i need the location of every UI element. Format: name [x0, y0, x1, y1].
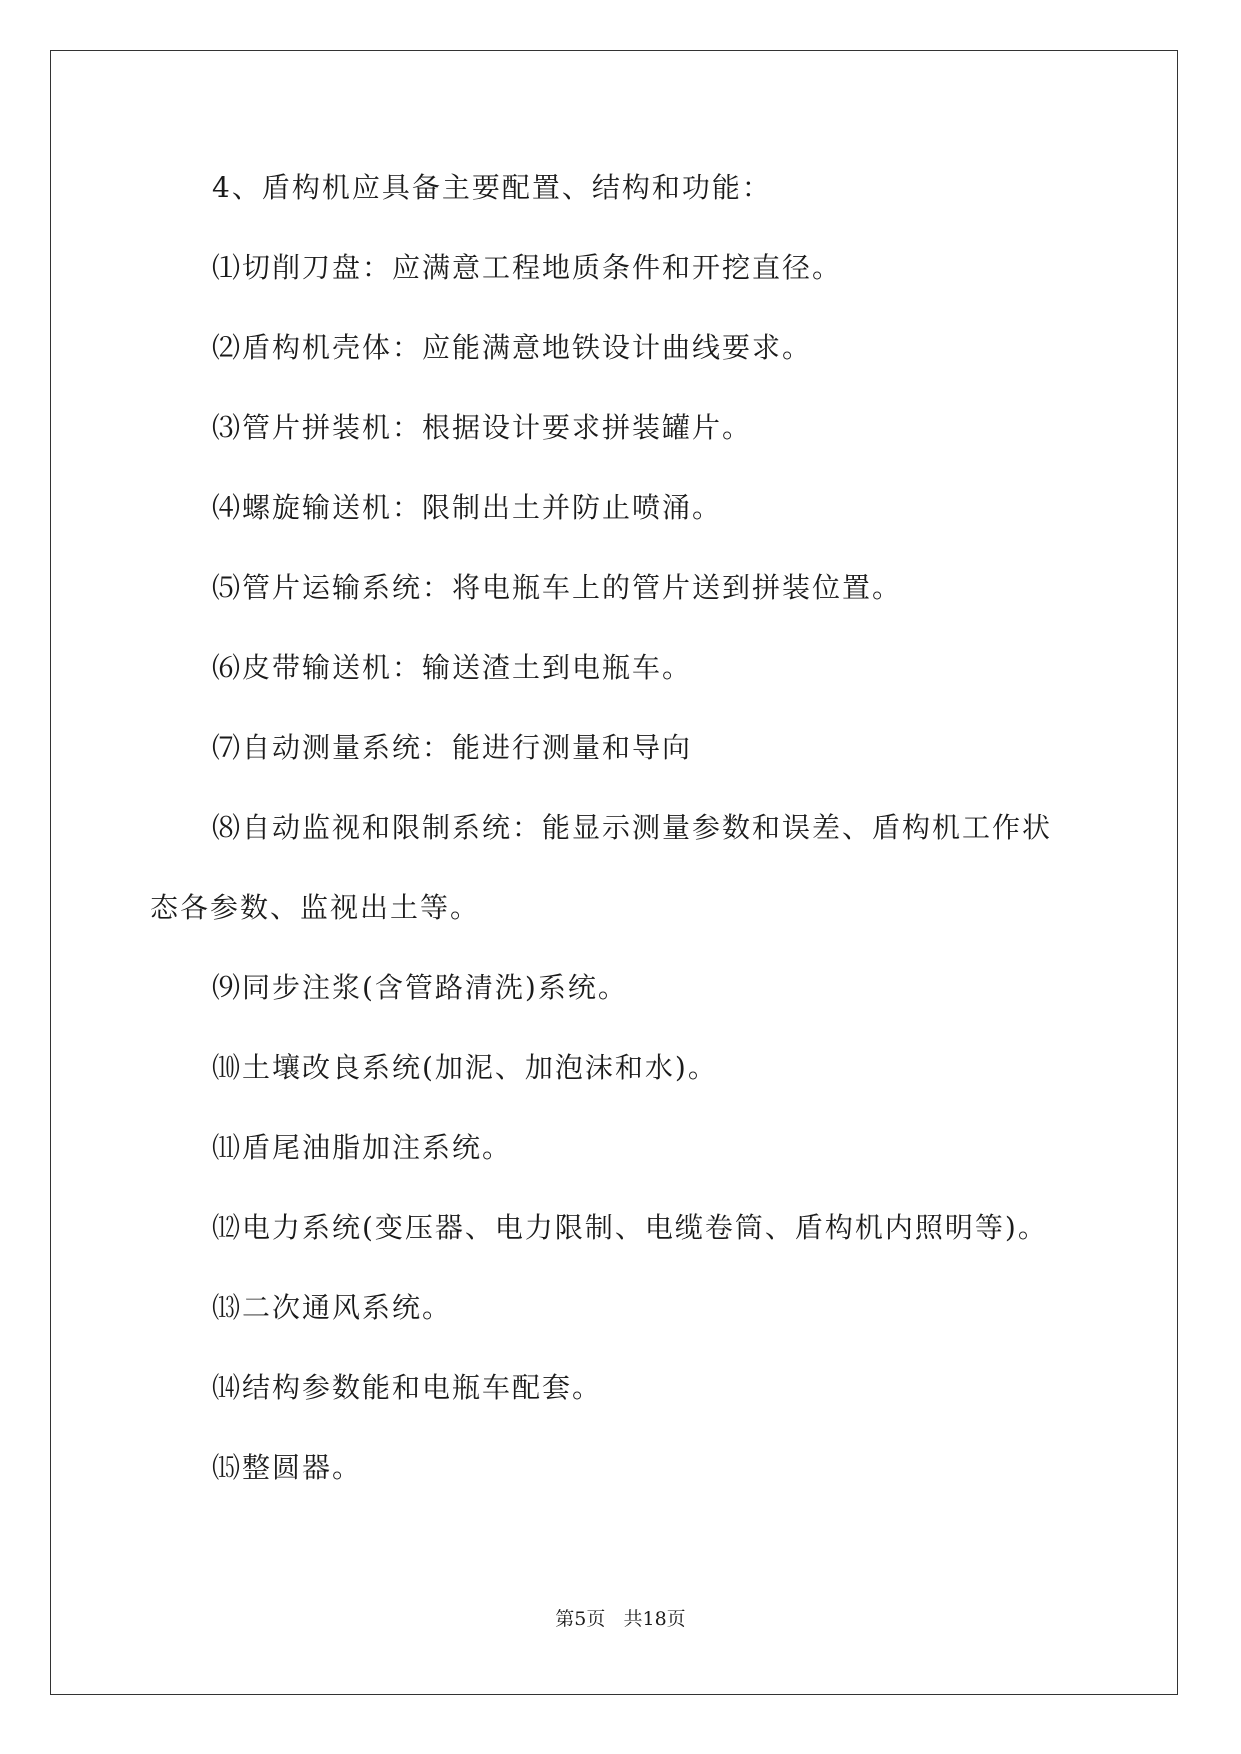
- list-item: ⑺自动测量系统：能进行测量和导向: [212, 731, 693, 764]
- list-item: ⑾盾尾油脂加注系统。: [212, 1131, 513, 1164]
- page-number: 第5页 共18页: [555, 1608, 686, 1630]
- list-item: ⑼同步注浆(含管路清洗)系统。: [212, 971, 628, 1004]
- list-item-continuation: 态各参数、监视出土等。: [150, 891, 481, 924]
- list-item: ⑷螺旋输送机：限制出土并防止喷涌。: [212, 491, 723, 524]
- list-item: ⒂整圆器。: [212, 1451, 363, 1484]
- list-item: ⑸管片运输系统：将电瓶车上的管片送到拼装位置。: [212, 571, 903, 604]
- list-item: ⒀二次通风系统。: [212, 1291, 453, 1324]
- list-item: ⑻自动监视和限制系统：能显示测量参数和误差、盾构机工作状: [212, 811, 1053, 844]
- list-item: ⑹皮带输送机：输送渣土到电瓶车。: [212, 651, 693, 684]
- list-item: ⑿电力系统(变压器、电力限制、电缆卷筒、盾构机内照明等)。: [212, 1211, 1048, 1244]
- list-item: ⑽土壤改良系统(加泥、加泡沫和水)。: [212, 1051, 718, 1084]
- list-item: ⑶管片拼装机：根据设计要求拼装罐片。: [212, 411, 753, 444]
- list-item: ⑴切削刀盘：应满意工程地质条件和开挖直径。: [212, 251, 843, 284]
- list-item: ⒁结构参数能和电瓶车配套。: [212, 1371, 603, 1404]
- section-heading: 4、盾构机应具备主要配置、结构和功能：: [212, 171, 772, 204]
- list-item: ⑵盾构机壳体：应能满意地铁设计曲线要求。: [212, 331, 813, 364]
